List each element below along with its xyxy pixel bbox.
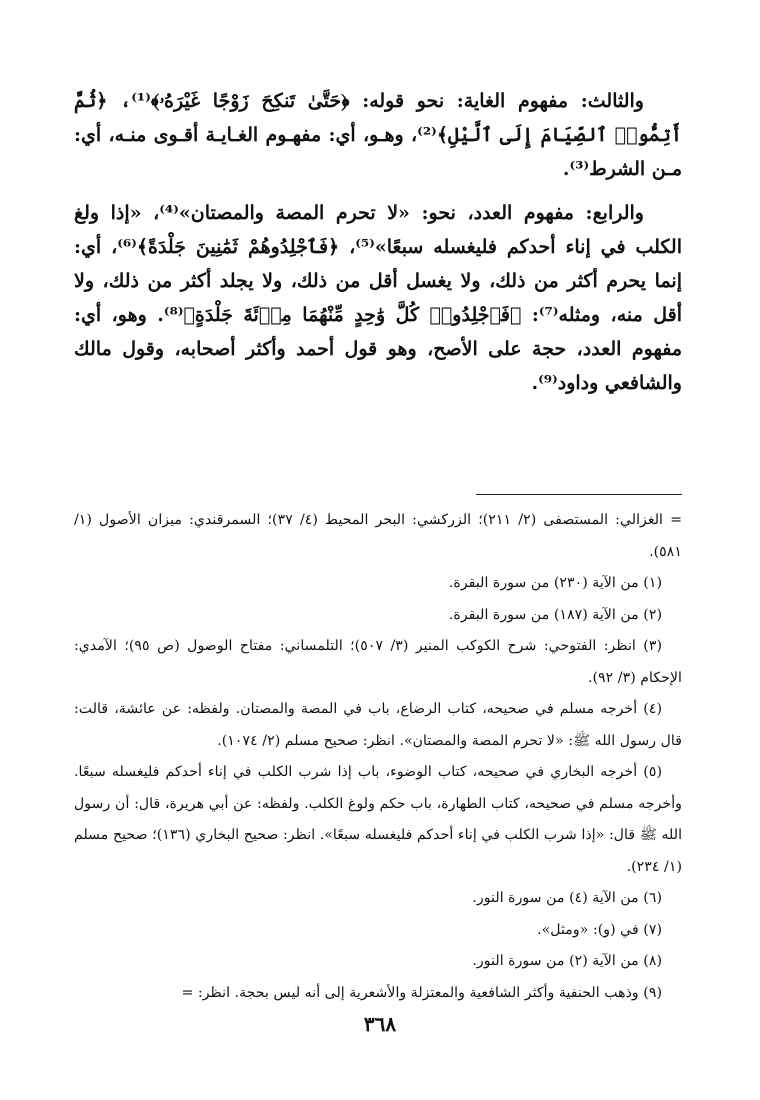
paragraph-fourth-concept: والرابع: مفهوم العدد، نحو: «لا تحرم المصة والمصتان»⁽⁴⁾، «إذا ولغ الكلب في إناء أحدكم فليغسله سبعًا»⁽⁵⁾، ﴿فَٱجْلِدُوهُمْ ثَمَٰنِينَ جَلْدَةً﴾⁽⁶⁾، أي: إنما يحرم أكثر من ذلك، ولا يغسل أقل من ذلك، ولا يجلد أكثر من ذلك، ولا أقل منه، ومثله⁽⁷⁾: ﴿فَٱجْلِدُوا۟ كُلَّ وَٰحِدٍ مِّنْهُمَا مِا۟ئَةَ جَلْدَةٍ﴾⁽⁸⁾. وهو، أي: مفهوم العدد، حجة على الأصح، وهو قول أحمد وأكثر أصحابه، وقول مالك والشافعي وداود⁽⁹⁾.: [74, 202, 683, 394]
footnotes: [74, 458, 682, 1009]
footnote-2: (٢) من الآية (١٨٧) من سورة البقرة.: [448, 606, 662, 623]
footnote-continuation: = الغزالي: المستصفى (٢/ ٢١١)؛ الزركشي: البحر المحيط (٤/ ٣٧)؛ السمرقندي: ميزان الأصول (١/ ٥٨١).: [74, 512, 682, 560]
page-number: ٣٦٨: [363, 1012, 397, 1036]
footnote-4: (٤) أخرجه مسلم في صحيحه، كتاب الرضاع، باب في المصة والمصتان. ولفظه: عن عائشة، قالت: قال رسول الله ﷺ: «لا تحرم المصة والمصتان». انظر: صحيح مسلم (٢/ ١٠٧٤).: [74, 701, 682, 749]
footnote-5: (٥) أخرجه البخاري في صحيحه، كتاب الوضوء، باب إذا شرب الكلب في إناء أحدكم فليغسله سبعًا. وأخرجه مسلم في صحيحه، كتاب الطهارة، باب حكم ولوغ الكلب. ولفظه: عن أبي هريرة، قال: أن رسول الله ﷺ قال: «إذا شرب الكلب في إناء أحدكم فليغسله سبعًا». انظر: صحيح البخاري (١٣٦)؛ صحيح مسلم (١/ ٢٣٤).: [74, 764, 683, 875]
footnote-1: (١) من الآية (٢٣٠) من سورة البقرة.: [448, 575, 662, 591]
footnote-7: (٧) في (و): «ومثل».: [537, 921, 662, 938]
footnote-6: (٦) من الآية (٤) من سورة النور.: [472, 890, 662, 906]
paragraph-third-concept: والثالث: مفهوم الغاية: نحو قوله: ﴿حَتَّىٰ تَنكِحَ زَوْجًا غَيْرَهُۥ﴾⁽¹⁾، ﴿ثُمَّ أَتِمُّوا۟ ٱلصِّيَامَ إِلَى ٱلَّيْلِ﴾⁽²⁾، وهـو، أي: مفهـوم الغـايـة أقـوى منـه، أي: مـن الشرط⁽³⁾.: [74, 90, 682, 180]
main-text: [74, 84, 682, 400]
footnote-9: (٩) وذهب الحنفية وأكثر الشافعية والمعتزلة والأشعرية إلى أنه ليس بحجة. انظر: =: [181, 984, 662, 1001]
footnote-separator: [476, 494, 682, 495]
footnote-3: (٣) انظر: الفتوحي: شرح الكوكب المنير (٣/ ٥٠٧)؛ التلمساني: مفتاح الوصول (ص ٩٥)؛ الآمدي: الإحكام (٣/ ٩٢).: [74, 638, 682, 686]
footnote-8: (٨) من الآية (٢) من سورة النور.: [472, 953, 662, 969]
